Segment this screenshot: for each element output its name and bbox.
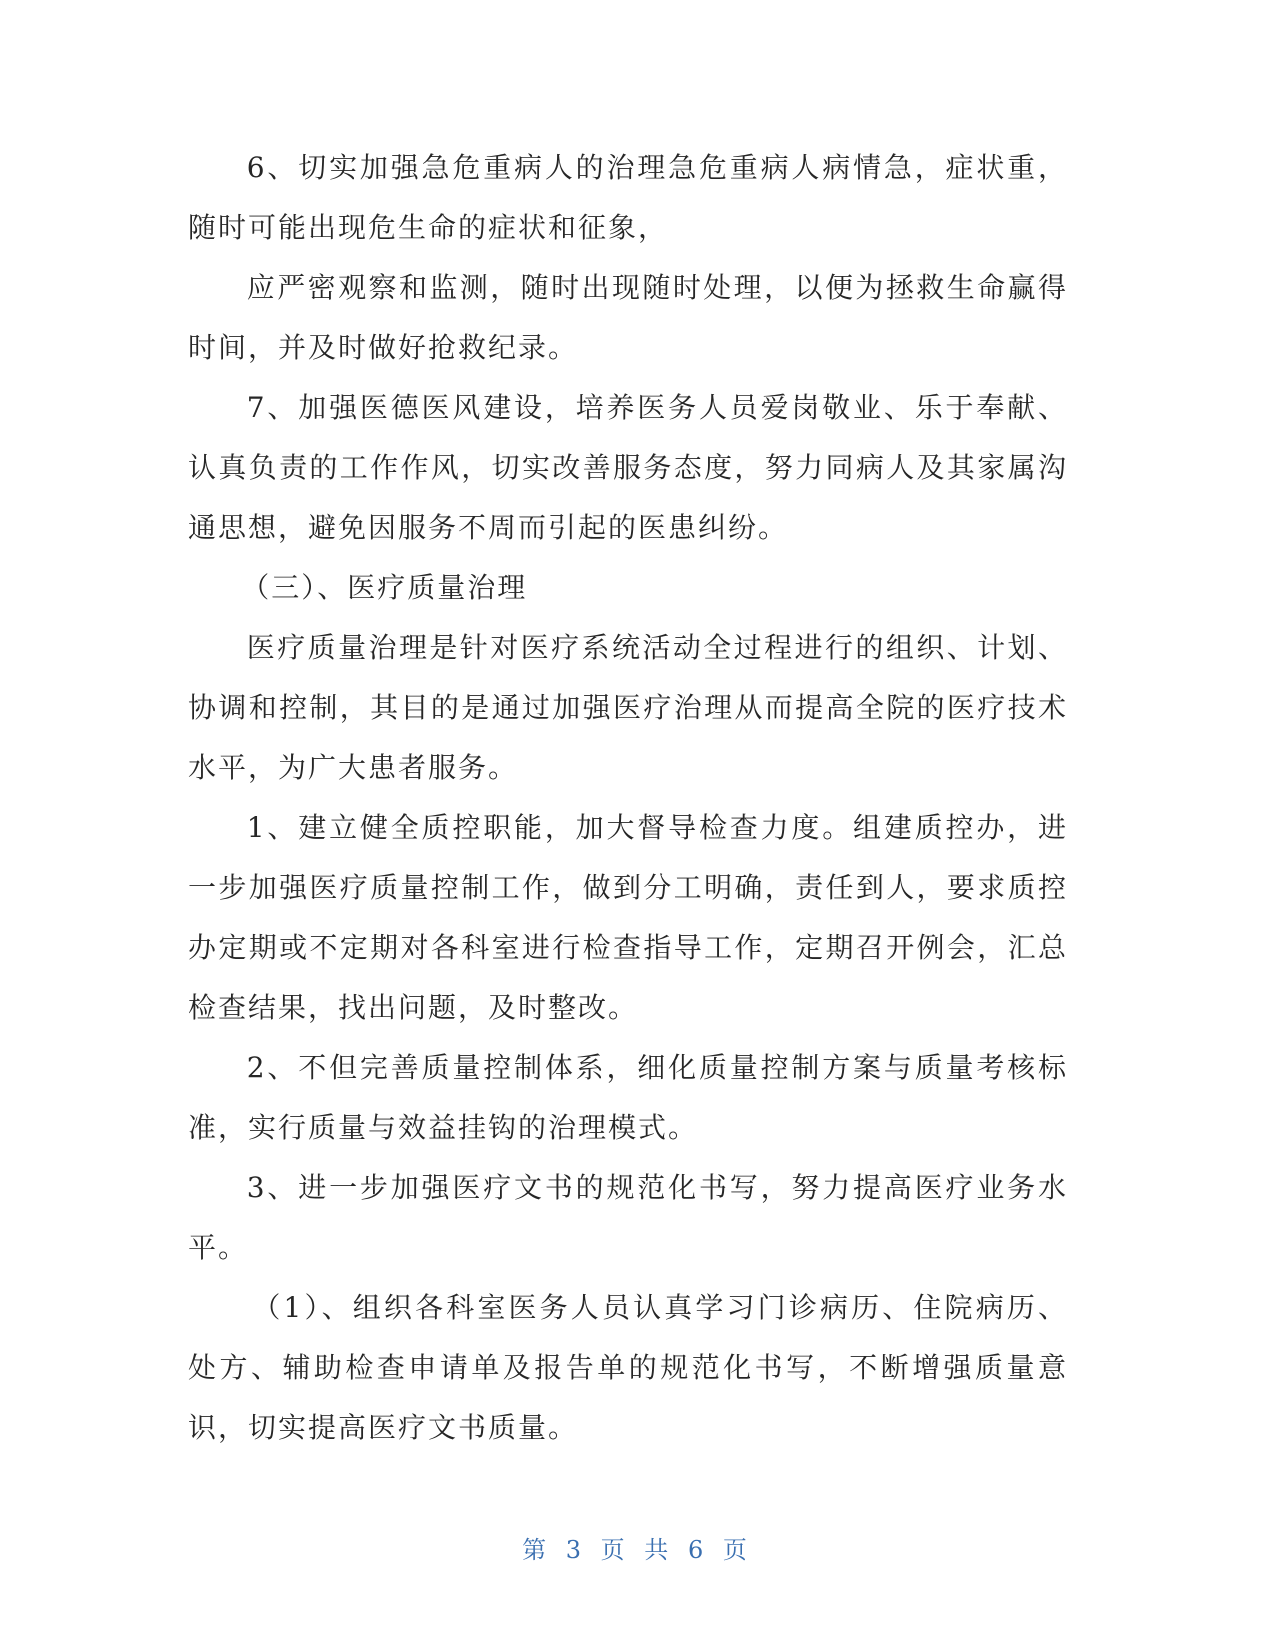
paragraph-item-2: 2、不但完善质量控制体系，细化质量控制方案与质量考核标准，实行质量与效益挂钩的治理模式。 [188, 1051, 1068, 1144]
paragraph-item-1: 1、建立健全质控职能，加大督导检查力度。组建质控办，进一步加强医疗质量控制工作，做到分工明确，责任到人，要求质控办定期或不定期对各科室进行检查指导工作，定期召开例会，汇总检查结果，找出问题，及时整改。 [188, 811, 1068, 1024]
document-body [188, 138, 1068, 1458]
paragraph-item-7: 7、加强医德医风建设，培养医务人员爱岗敬业、乐于奉献、认真负责的工作作风，切实改善服务态度，努力同病人及其家属沟通思想，避免因服务不周而引起的医患纠纷。 [188, 391, 1068, 544]
paragraph-subitem-1: （1）、组织各科室医务人员认真学习门诊病历、住院病历、处方、辅助检查申请单及报告单的规范化书写，不断增强质量意识，切实提高医疗文书质量。 [188, 1291, 1068, 1444]
paragraph-item-6: 6、切实加强急危重病人的治理急危重病人病情急，症状重，随时可能出现危生命的症状和征象， [188, 151, 1068, 244]
paragraph-item-3: 3、进一步加强医疗文书的规范化书写，努力提高医疗业务水平。 [188, 1171, 1068, 1264]
section-heading-quality-management: （三）、医疗质量治理 [241, 571, 528, 604]
paragraph-quality-intro: 医疗质量治理是针对医疗系统活动全过程进行的组织、计划、协调和控制，其目的是通过加强医疗治理从而提高全院的医疗技术水平，为广大患者服务。 [188, 631, 1068, 784]
paragraph-observation: 应严密观察和监测，随时出现随时处理，以便为拯救生命赢得时间，并及时做好抢救纪录。 [188, 271, 1068, 364]
page-number-footer: 第 3 页 共 6 页 [522, 1536, 753, 1564]
